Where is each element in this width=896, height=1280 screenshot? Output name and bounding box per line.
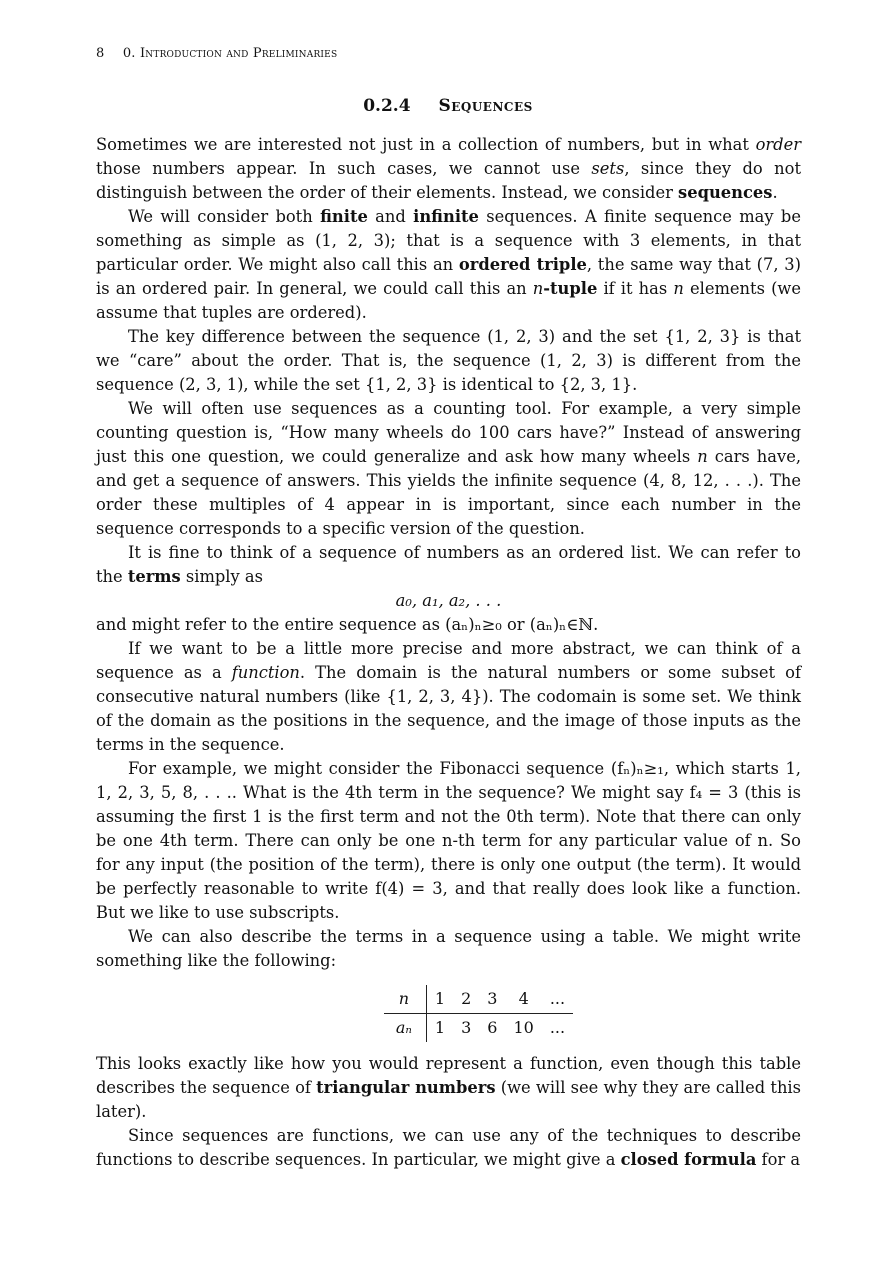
table-cell: ... <box>542 985 573 1014</box>
body-text <box>96 133 801 1172</box>
table-cell: 2 <box>453 985 479 1014</box>
paragraph-9: We can also describe the terms in a sequence using a table. We might write something like the following: <box>96 927 801 970</box>
display-equation: a₀, a₁, a₂, . . . <box>395 591 502 610</box>
paragraph-11: Since sequences are functions, we can use any of the techniques to describe functions to describe sequences. In particular, we might give a closed formula for a <box>96 1126 801 1169</box>
section-number: 0.2.4 <box>363 96 411 116</box>
paragraph-7: If we want to be a little more precise and more abstract, we can think of a sequence as a function. The domain is the natural numbers or some subset of consecutive natural numbers (like {1, 2, 3, 4}). The codomain is some set. We think of the domain as the positions in the sequence, and the image of those inputs as the terms in the sequence. <box>96 639 801 754</box>
term-closed-formula: closed formula <box>620 1150 757 1169</box>
table-cell: 1 <box>434 1018 446 1037</box>
chapter-title: 0. Introduction and Preliminaries <box>122 46 338 61</box>
table-cell: 6 <box>487 1018 498 1037</box>
table-cell: 4 <box>505 985 541 1014</box>
table-cell: 10 <box>513 1018 534 1037</box>
paragraph-10: This looks exactly like how you would represent a function, even though this table describes the sequence of triangular numbers (we will see why they are called this later). <box>96 1054 801 1121</box>
term-triangular-numbers: triangular numbers <box>316 1078 496 1097</box>
paragraph-6: and might refer to the entire sequence as (aₙ)ₙ≥₀ or (aₙ)ₙ∈ℕ. <box>96 615 599 634</box>
term-ordered-triple: ordered triple <box>458 255 587 274</box>
running-header <box>96 46 337 61</box>
table-row <box>384 1014 573 1043</box>
section-heading <box>0 96 896 116</box>
table-cell: 1 <box>426 985 453 1014</box>
section-title: Sequences <box>438 96 533 116</box>
sequence-table <box>384 985 573 1042</box>
paragraph-4: We will often use sequences as a counting tool. For example, a very simple counting question is, “How many wheels do 100 cars have?” Instead of answering just this one question, we could generalize and ask how many wheels n cars have, and get a sequence of answers. This yields the infinite sequence (4, 8, 12, . . .). The order these multiples of 4 appear in is important, since each number in the sequence corresponds to a specific version of the question. <box>96 399 802 538</box>
table-cell: aₙ <box>384 1014 427 1043</box>
page-number: 8 <box>96 46 105 61</box>
paragraph-8: For example, we might consider the Fibonacci sequence (fₙ)ₙ≥₁, which starts 1, 1, 2, 3, 5, 8, . . .. What is the 4th term in the sequence? We might say f₄ = 3 (this is assuming the first 1 is the first term and not the 0th term). Note that there can only be one 4th term. There can only be one n-th term for any particular value of n. So for any input (the position of the term), there is only one output (the term). It would be perfectly reasonable to write f(4) = 3, and that really does look like a function. But we like to use subscripts. <box>96 759 801 922</box>
term-terms: terms <box>127 567 181 586</box>
table-row <box>384 985 573 1014</box>
paragraph-2: We will consider both finite and infinite sequences. A finite sequence may be something as simple as (1, 2, 3); that is a sequence with 3 elements, in that particular order. We might also call this an ordered triple, the same way that (7, 3) is an ordered pair. In general, we could call this an n-tuple if it has n elements (we assume that tuples are ordered). <box>96 207 801 322</box>
term-sequences: sequences <box>678 183 773 202</box>
table-cell: ... <box>549 1018 566 1037</box>
sequence-table-wrap <box>96 985 801 1042</box>
paragraph-5: It is fine to think of a sequence of numbers as an ordered list. We can refer to the terms simply as <box>96 543 801 586</box>
paragraph-3: The key difference between the sequence (1, 2, 3) and the set {1, 2, 3} is that we “care” about the order. That is, the sequence (1, 2, 3) is different from the sequence (2, 3, 1), while the set {1, 2, 3} is identical to {2, 3, 1}. <box>96 327 801 394</box>
table-cell: 3 <box>479 985 505 1014</box>
table-cell: n <box>384 985 427 1014</box>
table-cell: 3 <box>461 1018 472 1037</box>
paragraph-1: Sometimes we are interested not just in a collection of numbers, but in what order those numbers appear. In such cases, we cannot use sets, since they do not distinguish between the order of their elements. Instead, we consider sequences. <box>96 135 801 202</box>
